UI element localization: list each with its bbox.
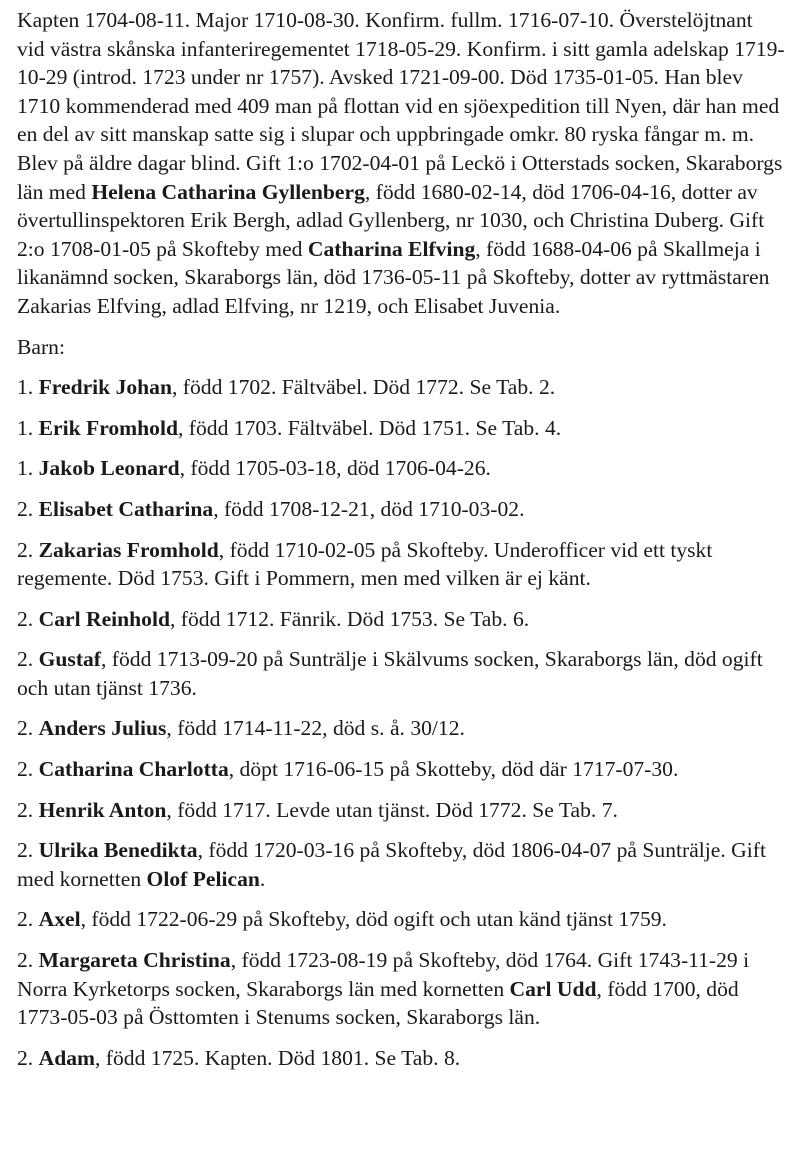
- child-name: Catharina Charlotta: [38, 757, 229, 782]
- child-name: Fredrik Johan: [38, 375, 172, 400]
- child-number: 1.: [17, 456, 34, 481]
- children-list: [17, 373, 785, 1072]
- child-number: 2.: [17, 797, 34, 822]
- child-entry: [17, 454, 785, 483]
- child-details-tail: .: [259, 866, 266, 891]
- child-number: 2.: [17, 948, 34, 973]
- intro-text-1: Kapten 1704-08-11. Major 1710-08-30. Konfirm. fullm. 1716-07-10. Överstelöjtnant vid västra skånska infanteriregementet 1718-05-29. Konfirm. i sitt gamla adelskap 1719-10-29 (introd. 1723 under nr 1757). Avsked 1721-09-00. Död 1735-01-05. Han blev 1710 kommenderad med 409 man på flottan vid en sjöexpedition till Nyen, där han med en del av sitt manskap satte sig i slupar och uppbringade omkr. 80 ryska fångar m. m. Blev på äldre dagar blind. Gift 1:o 1702-04-01 på Leckö i Otterstads socken, Skaraborgs län med: [17, 8, 785, 204]
- child-number: 2.: [17, 1045, 34, 1070]
- child-number: 2.: [17, 716, 34, 741]
- child-entry: [17, 1044, 785, 1073]
- child-name: Ulrika Benedikta: [38, 838, 198, 863]
- spouse-name: Olof Pelican: [146, 866, 260, 891]
- child-entry: [17, 755, 785, 784]
- child-number: 1.: [17, 415, 34, 440]
- child-entry: [17, 645, 785, 702]
- child-number: 2.: [17, 907, 34, 932]
- child-entry: [17, 373, 785, 402]
- child-number: 2.: [17, 496, 34, 521]
- child-details: , född 1725. Kapten. Död 1801. Se Tab. 8.: [95, 1045, 461, 1070]
- child-entry: [17, 946, 785, 1032]
- child-name: Margareta Christina: [38, 948, 231, 973]
- child-number: 2.: [17, 606, 34, 631]
- child-entry: [17, 905, 785, 934]
- child-number: 2.: [17, 757, 34, 782]
- child-details: , född 1714-11-22, död s. å. 30/12.: [166, 716, 465, 741]
- child-name: Axel: [38, 907, 81, 932]
- child-name: Erik Fromhold: [38, 415, 178, 440]
- child-entry: [17, 605, 785, 634]
- child-details: , född 1713-09-20 på Sunträlje i Skälvums socken, Skaraborgs län, död ogift och utan tjänst 1736.: [17, 647, 763, 700]
- child-name: Elisabet Catharina: [38, 496, 214, 521]
- child-number: 2.: [17, 537, 34, 562]
- child-details: , döpt 1716-06-15 på Skotteby, död där 1717-07-30.: [228, 757, 679, 782]
- child-details: , född 1710-02-05 på Skofteby. Underofficer vid ett tyskt regemente. Död 1753. Gift i Pommern, men med vilken är ej känt.: [17, 537, 713, 591]
- child-details-tail: , född 1700, död 1773-05-03 på Östtomten i Stenums socken, Skaraborgs län.: [17, 976, 739, 1030]
- children-label: Barn:: [17, 334, 65, 359]
- child-name: Gustaf: [38, 647, 101, 672]
- child-name: Jakob Leonard: [38, 456, 180, 481]
- child-details: , född 1702. Fältväbel. Död 1772. Se Tab. 2.: [172, 375, 556, 400]
- child-entry: [17, 495, 785, 524]
- intro-text-3: , född 1688-04-06 på Skallmeja i likanämnd socken, Skaraborgs län, död 1736-05-11 på Skofteby, dotter av ryttmästaren Zakarias Elfving, adlad Elfving, nr 1219, och Elisabet Juvenia.: [17, 236, 770, 318]
- child-name: Zakarias Fromhold: [38, 537, 219, 562]
- child-details: , född 1712. Fänrik. Död 1753. Se Tab. 6.: [170, 606, 530, 631]
- child-entry: [17, 414, 785, 443]
- document-page: [17, 6, 785, 1072]
- child-name: Carl Reinhold: [38, 606, 170, 631]
- intro-text-2: , född 1680-02-14, död 1706-04-16, dotter av övertullinspektoren Erik Bergh, adlad Gyllenberg, nr 1030, och Christina Duberg. Gift 2:o 1708-01-05 på Skofteby med: [17, 179, 765, 261]
- spouse-name: Carl Udd: [509, 976, 597, 1001]
- first-wife-name: Helena Catharina Gyllenberg: [91, 179, 365, 204]
- child-details: , född 1703. Fältväbel. Död 1751. Se Tab. 4.: [178, 415, 562, 440]
- second-wife-name: Catharina Elfving: [307, 236, 476, 261]
- child-details: , född 1708-12-21, död 1710-03-02.: [213, 496, 525, 521]
- child-name: Anders Julius: [38, 716, 167, 741]
- child-number: 1.: [17, 375, 34, 400]
- child-entry: [17, 796, 785, 825]
- intro-paragraph: [17, 6, 785, 321]
- child-number: 2.: [17, 647, 34, 672]
- child-name: Adam: [38, 1045, 95, 1070]
- child-name: Henrik Anton: [38, 797, 167, 822]
- child-details: , född 1705-03-18, död 1706-04-26.: [179, 456, 491, 481]
- child-entry: [17, 714, 785, 743]
- child-details: , född 1722-06-29 på Skofteby, död ogift och utan känd tjänst 1759.: [80, 907, 667, 932]
- child-entry: [17, 836, 785, 893]
- child-details: , född 1720-03-16 på Skofteby, död 1806-04-07 på Sunträlje. Gift med kornetten: [17, 838, 766, 891]
- child-details: , född 1723-08-19 på Skofteby, död 1764. Gift 1743-11-29 i Norra Kyrketorps socken, Skaraborgs län med kornetten: [17, 948, 750, 1001]
- child-entry: [17, 536, 785, 593]
- child-number: 2.: [17, 838, 34, 863]
- child-details: , född 1717. Levde utan tjänst. Död 1772. Se Tab. 7.: [166, 797, 618, 822]
